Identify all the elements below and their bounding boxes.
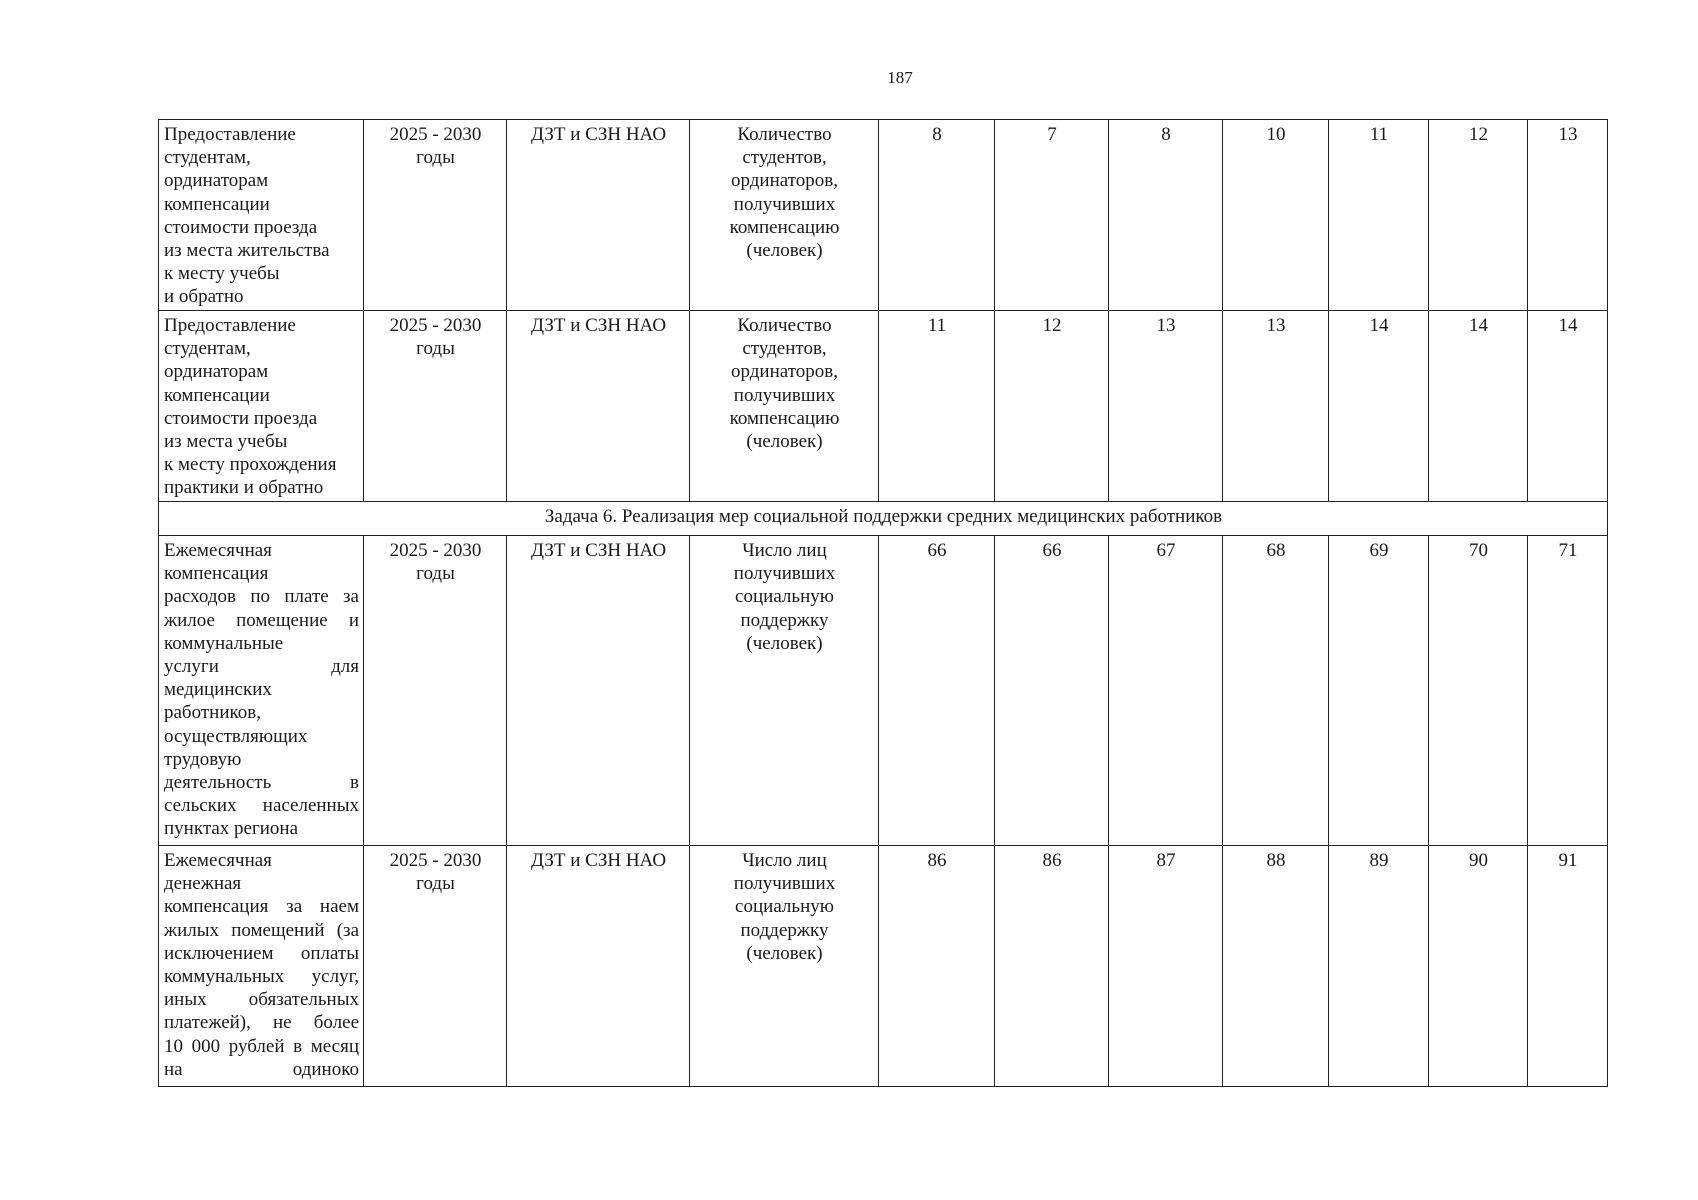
indicator-line: Число лиц [742, 540, 827, 561]
period-cell [364, 120, 507, 311]
indicator-line: студентов, [742, 147, 827, 169]
indicator-line: поддержку [740, 609, 829, 631]
period-line: годы [416, 338, 455, 360]
measure-name-line: ординаторам [164, 361, 269, 383]
measure-name-line: студентам, [164, 147, 251, 169]
period-line: 2025 - 2030 [389, 540, 482, 561]
indicator-line: ординаторов, [731, 361, 838, 383]
measure-name-line: 10 000 рублей в месяц [164, 1035, 359, 1057]
indicator-line: компенсацию [729, 216, 840, 238]
value-cell: 14 [1329, 311, 1429, 502]
measure-name-line: на одиноко [164, 1058, 359, 1080]
measure-name-line: медицинских [164, 679, 272, 701]
value-cell: 66 [995, 536, 1109, 846]
indicator-line: получивших [733, 873, 836, 895]
value-cell: 66 [879, 536, 995, 846]
measure-name-line: пунктах региона [164, 818, 299, 840]
value-cell: 11 [1329, 120, 1429, 311]
indicator-line: Количество [737, 124, 832, 145]
value-cell: 13 [1528, 120, 1608, 311]
measure-name-line: жилых помещений (за [164, 919, 359, 941]
measure-name-line: услуги для [164, 656, 359, 678]
table-row [159, 311, 1608, 502]
measure-name-line: студентам, [164, 338, 251, 360]
measure-name-line: ординаторам [164, 170, 269, 192]
indicator-cell [690, 846, 879, 1087]
measure-name-line: Предоставление [164, 124, 296, 145]
measure-name-line: сельских населенных [164, 795, 359, 817]
value-cell: 11 [879, 311, 995, 502]
measure-name-cell [159, 536, 364, 846]
indicator-line: получивших [733, 384, 836, 406]
measure-name-line: компенсации [164, 384, 270, 406]
indicator-line: студентов, [742, 338, 827, 360]
value-cell: 14 [1528, 311, 1608, 502]
period-line: годы [416, 563, 455, 585]
period-line: 2025 - 2030 [389, 124, 482, 145]
task-heading: Задача 6. Реализация мер социальной поддержки средних медицинских работников [159, 502, 1608, 536]
measure-name-line: деятельность в [164, 772, 359, 794]
value-cell: 89 [1329, 846, 1429, 1087]
value-cell: 8 [879, 120, 995, 311]
period-line: годы [416, 873, 455, 895]
value-cell: 14 [1429, 311, 1528, 502]
value-cell: 71 [1528, 536, 1608, 846]
indicator-cell [690, 311, 879, 502]
indicator-line: (человек) [746, 632, 823, 654]
indicator-line: получивших [733, 563, 836, 585]
indicator-cell [690, 536, 879, 846]
measure-name-line: денежная [164, 873, 242, 895]
measure-name-line: коммунальных услуг, [164, 966, 359, 988]
measure-name-line: к месту прохождения [164, 454, 337, 476]
value-cell: 8 [1109, 120, 1223, 311]
period-line: 2025 - 2030 [389, 315, 482, 336]
measure-name-line: из места жительства [164, 240, 330, 262]
value-cell: 67 [1109, 536, 1223, 846]
executor-cell: ДЗТ и СЗН НАО [507, 120, 690, 311]
measure-name-line: иных обязательных [164, 989, 359, 1011]
indicator-line: ординаторов, [731, 170, 838, 192]
measure-name-line: и обратно [164, 286, 244, 308]
indicator-line: поддержку [740, 919, 829, 941]
value-cell: 7 [995, 120, 1109, 311]
period-cell [364, 846, 507, 1087]
indicator-line: (человек) [746, 240, 823, 262]
value-cell: 12 [1429, 120, 1528, 311]
value-cell: 12 [995, 311, 1109, 502]
indicator-line: компенсацию [729, 407, 840, 429]
measure-name-line: жилое помещение и [164, 609, 359, 631]
value-cell: 90 [1429, 846, 1528, 1087]
value-cell: 86 [879, 846, 995, 1087]
measure-name-cell [159, 311, 364, 502]
value-cell: 70 [1429, 536, 1528, 846]
period-cell [364, 311, 507, 502]
measure-name-line: Предоставление [164, 315, 296, 336]
period-line: 2025 - 2030 [389, 850, 482, 871]
table-row [159, 846, 1608, 1087]
indicator-cell [690, 120, 879, 311]
measure-name-line: работников, [164, 702, 261, 724]
measure-name-line: стоимости проезда [164, 407, 318, 429]
value-cell: 91 [1528, 846, 1608, 1087]
measure-name-line: Ежемесячная [164, 540, 272, 561]
measure-name-line: практики и обратно [164, 477, 324, 499]
measure-name-line: платежей), не более [164, 1012, 359, 1034]
value-cell: 13 [1223, 311, 1329, 502]
measure-name-line: стоимости проезда [164, 216, 318, 238]
executor-cell: ДЗТ и СЗН НАО [507, 846, 690, 1087]
table-row [159, 120, 1608, 311]
period-cell [364, 536, 507, 846]
measure-name-line: из места учебы [164, 431, 288, 453]
indicator-line: социальную [735, 896, 834, 918]
value-cell: 86 [995, 846, 1109, 1087]
period-line: годы [416, 147, 455, 169]
measure-name-line: к месту учебы [164, 263, 280, 285]
indicator-line: (человек) [746, 942, 823, 964]
measure-name-line: трудовую [164, 748, 242, 770]
value-cell: 68 [1223, 536, 1329, 846]
value-cell: 10 [1223, 120, 1329, 311]
value-cell: 88 [1223, 846, 1329, 1087]
measure-name-line: осуществляющих [164, 725, 308, 747]
task-heading-row [159, 502, 1608, 536]
measure-name-cell [159, 846, 364, 1087]
value-cell: 87 [1109, 846, 1223, 1087]
table-row [159, 536, 1608, 846]
measure-name-line: расходов по плате за [164, 586, 359, 608]
measure-name-line: компенсация за наем [164, 896, 359, 918]
value-cell: 13 [1109, 311, 1223, 502]
executor-cell: ДЗТ и СЗН НАО [507, 311, 690, 502]
measure-name-cell [159, 120, 364, 311]
measure-name-line: коммунальные [164, 632, 284, 654]
measure-name-line: компенсации [164, 193, 270, 215]
indicator-line: (человек) [746, 431, 823, 453]
value-cell: 69 [1329, 536, 1429, 846]
measure-name-line: компенсация [164, 563, 269, 585]
page-number: 187 [887, 68, 913, 87]
indicator-line: социальную [735, 586, 834, 608]
measures-table [158, 119, 1608, 1087]
indicator-line: получивших [733, 193, 836, 215]
indicator-line: Количество [737, 315, 832, 336]
measure-name-line: Ежемесячная [164, 850, 272, 871]
indicator-line: Число лиц [742, 850, 827, 871]
executor-cell: ДЗТ и СЗН НАО [507, 536, 690, 846]
measure-name-line: исключением оплаты [164, 942, 359, 964]
